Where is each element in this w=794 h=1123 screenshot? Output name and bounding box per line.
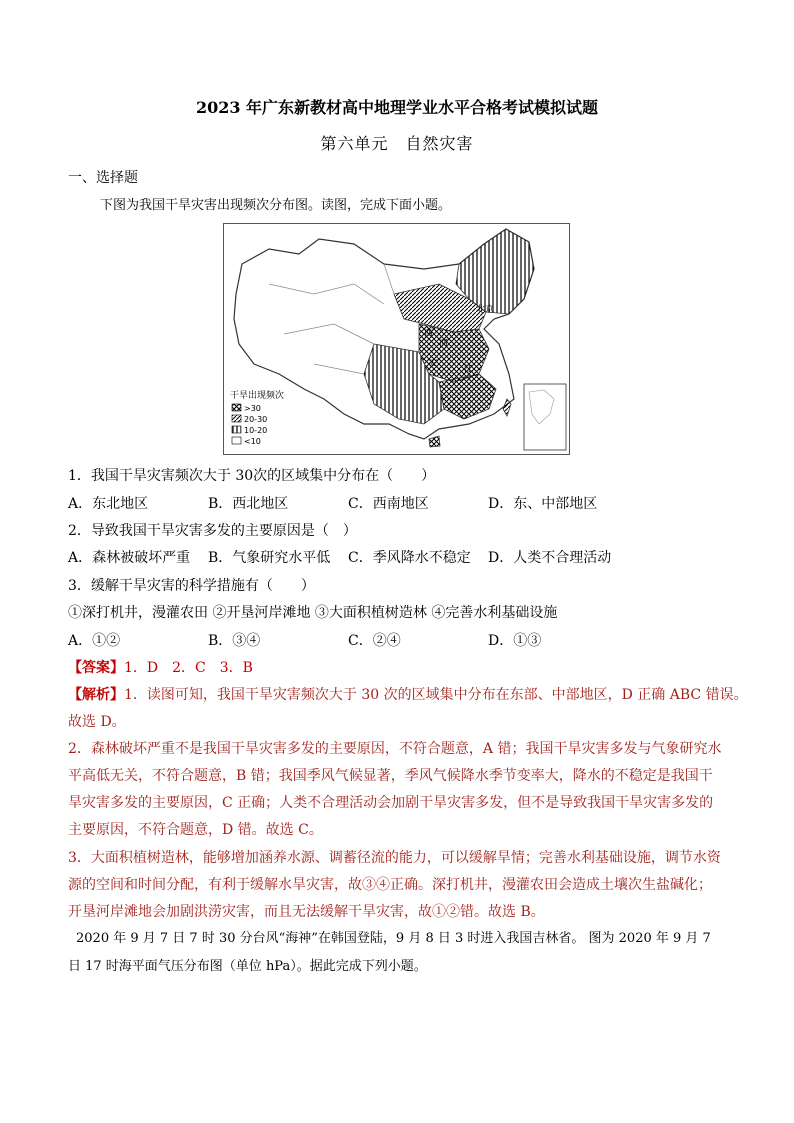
legend-item-3: 10-20 — [244, 426, 268, 435]
intro-text: 下图为我国干旱灾害出现频次分布图。读图，完成下面小题。 — [100, 198, 452, 213]
page-subtitle: 第六单元 自然灾害 — [320, 134, 474, 153]
answer-text: 1．D 2．C 3．B — [124, 660, 253, 676]
analysis-text-1: 1．读图可知，我国干旱灾害频次大于 30 次的区域集中分布在东部、中部地区，D 正确 ABC 错误。 — [124, 687, 748, 703]
map-label-beijing: 北京 — [476, 305, 495, 315]
q1-option-a[interactable]: A．东北地区 — [68, 496, 149, 512]
legend-item-2: 20-30 — [244, 415, 268, 424]
legend-title: 干旱出现频次 — [230, 391, 285, 401]
q1-option-d[interactable]: D．东、中部地区 — [488, 496, 598, 512]
analysis-line-6: 主要原因，不符合题意，D 错。故选 C。 — [68, 822, 323, 838]
analysis-line-2: 故选 D。 — [68, 714, 126, 730]
q3-option-a[interactable]: A．①② — [68, 633, 121, 649]
drought-frequency-map — [223, 223, 570, 455]
q1-option-c[interactable]: C．西南地区 — [348, 496, 429, 512]
question-3-items: ①深打机井，漫灌农田 ②开垦河岸滩地 ③大面积植树造林 ④完善水利基础设施 — [68, 605, 558, 621]
q2-option-d[interactable]: D．人类不合理活动 — [488, 550, 612, 566]
section-heading: 一、选择题 — [68, 170, 138, 186]
map-label-1: 西 — [424, 329, 434, 339]
page-title: 2023 年广东新教材高中地理学业水平合格考试模拟试题 — [195, 98, 599, 117]
analysis-line-5: 旱灾害多发的主要原因，C 正确；人类不合理活动会加剧干旱灾害多发，但不是导致我国干旱灾害多发的 — [68, 795, 714, 811]
q2-option-c[interactable]: C．季风降水不稳定 — [348, 550, 471, 566]
q2-option-b[interactable]: B．气象研究水平低 — [208, 550, 331, 566]
question-1-stem: 1．我国干旱灾害频次大于 30次的区域集中分布在（ ） — [68, 468, 436, 484]
intro2-line-1: 2020 年 9 月 7 日 7 时 30 分台风“海神”在韩国登陆，9 月 8 日 3 时进入我国吉林省。 图为 2020 年 9 月 7 — [76, 931, 711, 946]
analysis-line-7: 3．大面积植树造林，能够增加涵养水源、调蓄径流的能力，可以缓解旱情；完善水利基础设施，调节水资 — [68, 850, 721, 866]
china-map-svg — [224, 224, 569, 454]
analysis-line-9: 开垦河岸滩地会加剧洪涝灾害，而且无法缓解干旱灾害，故①②错。故选 B。 — [68, 904, 545, 920]
map-label-2: 河 — [439, 339, 449, 349]
answer-label: 【答案】 — [68, 660, 124, 676]
map-label-3: 安 — [429, 359, 439, 369]
q3-option-b[interactable]: B．③④ — [208, 633, 261, 649]
analysis-line-3: 2．森林破坏严重不是我国干旱灾害多发的主要原因，不符合题意，A 错；我国干旱灾害多发与气象研究水 — [68, 741, 722, 757]
intro2-line-2: 日 17 时海平面气压分布图（单位 hPa）。据此完成下列小题。 — [68, 959, 427, 974]
q1-option-b[interactable]: B．西北地区 — [208, 496, 289, 512]
analysis-line-4: 平高低无关，不符合题意，B 错；我国季风气候显著，季风气候降水季节变率大，降水的不稳定是我国干 — [68, 768, 713, 784]
question-2-stem: 2．导致我国干旱灾害多发的主要原因是（ ） — [68, 523, 357, 539]
question-3-stem: 3．缓解干旱灾害的科学措施有（ ） — [68, 578, 315, 594]
map-label-4: 江 — [464, 365, 474, 375]
legend-item-4: <10 — [244, 437, 261, 446]
answer-line — [68, 658, 253, 678]
q3-option-c[interactable]: C．②④ — [348, 633, 401, 649]
q2-option-a[interactable]: A．森林被破坏严重 — [68, 550, 191, 566]
q3-option-d[interactable]: D．①③ — [488, 633, 542, 649]
legend-item-1: >30 — [244, 404, 261, 413]
analysis-line-8: 源的空间和时间分配，有利于缓解水旱灾害，故③④正确。深打机井，漫灌农田会造成土壤次生盐碱化； — [68, 877, 712, 893]
analysis-line-1 — [68, 685, 748, 705]
analysis-label: 【解析】 — [68, 687, 124, 703]
